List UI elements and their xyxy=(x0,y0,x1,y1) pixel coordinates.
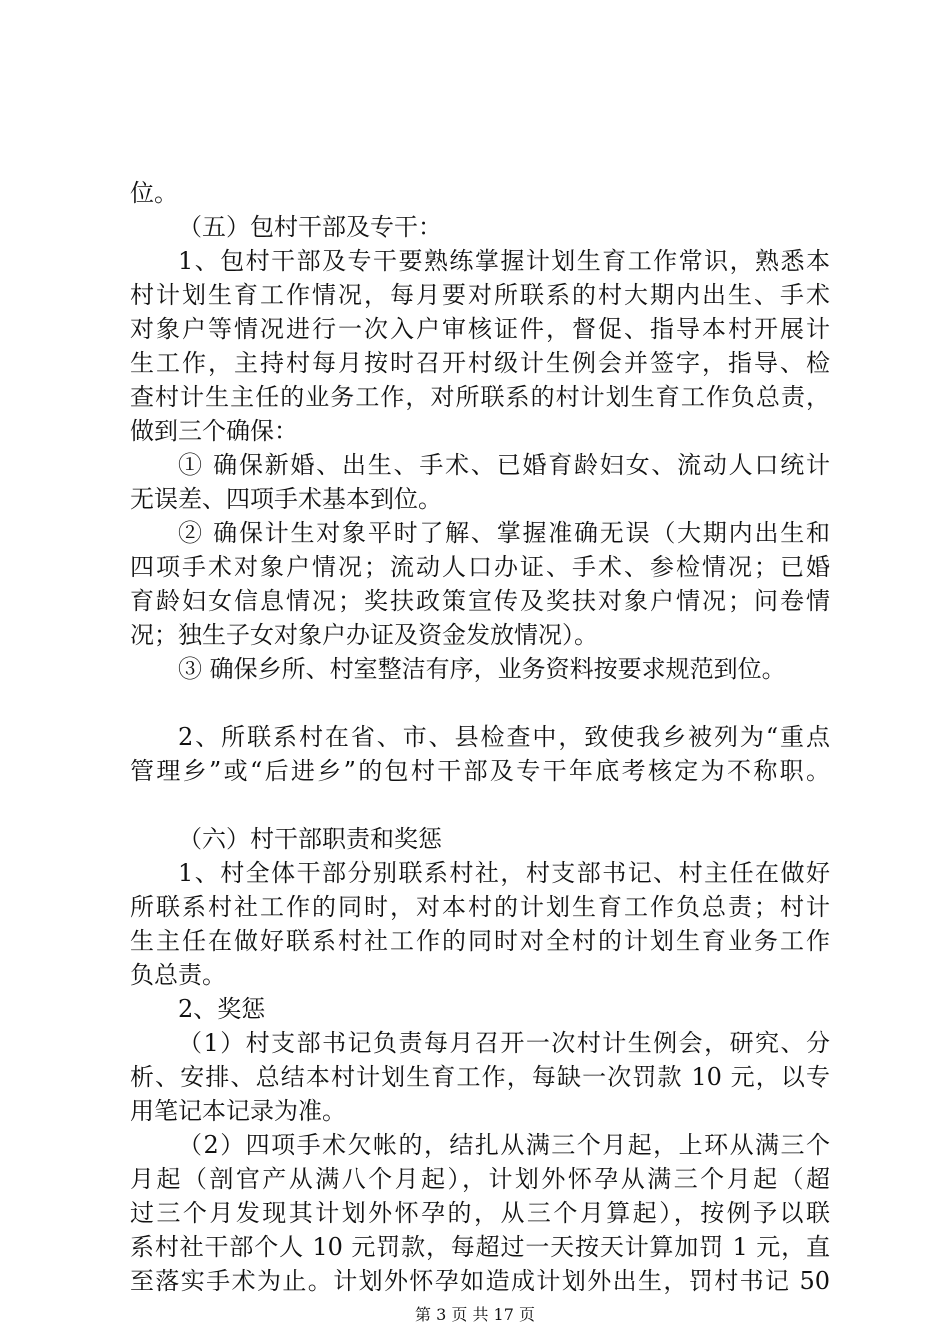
text-line-6: 生工作，主持村每月按时召开村级计生例会并签字，指导、检 xyxy=(130,349,830,377)
text-line-10: 无误差、四项手术基本到位。 xyxy=(130,485,442,513)
text-line-31: 至落实手术为止。计划外怀孕如造成计划外出生，罚村书记 50 xyxy=(130,1267,830,1295)
text-line-20: 所联系村社工作的同时，对本村的计划生育工作负总责；村计 xyxy=(130,893,830,921)
text-line-17: 管理乡”或“后进乡”的包村干部及专干年底考核定为不称职。 xyxy=(130,757,830,785)
text-line-9: ① 确保新婚、出生、手术、已婚育龄妇女、流动人口统计 xyxy=(178,451,830,479)
text-line-1: 位。 xyxy=(130,179,178,207)
text-line-21: 生主任在做好联系村社工作的同时对全村的计划生育业务工作 xyxy=(130,927,830,955)
text-line-23: 2、奖惩 xyxy=(178,995,266,1023)
text-line-15: ③ 确保乡所、村室整洁有序，业务资料按要求规范到位。 xyxy=(178,655,786,683)
text-line-24: （1）村支部书记负责每月召开一次村计生例会，研究、分 xyxy=(178,1029,830,1057)
text-line-13: 育龄妇女信息情况；奖扶政策宣传及奖扶对象户情况；问卷情 xyxy=(130,587,830,615)
text-line-7: 查村计生主任的业务工作，对所联系的村计划生育工作负总责， xyxy=(130,383,830,411)
section-heading-6: （六）村干部职责和奖惩 xyxy=(178,825,442,853)
text-line-11: ② 确保计生对象平时了解、掌握准确无误（大期内出生和 xyxy=(178,519,830,547)
text-line-25: 析、安排、总结本村计划生育工作，每缺一次罚款 10 元，以专 xyxy=(130,1063,830,1091)
section-heading-5: （五）包村干部及专干： xyxy=(178,213,442,241)
text-line-4: 村计划生育工作情况，每月要对所联系的村大期内出生、手术 xyxy=(130,281,830,309)
page-footer: 第 3 页 共 17 页 xyxy=(415,1305,535,1324)
text-line-14: 况；独生子女对象户办证及资金发放情况）。 xyxy=(130,621,598,649)
text-line-28: 月起（剖官产从满八个月起），计划外怀孕从满三个月起（超 xyxy=(130,1165,830,1193)
text-line-27: （2）四项手术欠帐的，结扎从满三个月起，上环从满三个 xyxy=(178,1131,830,1159)
text-line-5: 对象户等情况进行一次入户审核证件，督促、指导本村开展计 xyxy=(130,315,830,343)
text-line-16: 2、所联系村在省、市、县检查中，致使我乡被列为“重点 xyxy=(178,723,830,751)
text-line-30: 系村社干部个人 10 元罚款，每超过一天按天计算加罚 1 元，直 xyxy=(130,1233,830,1261)
text-line-12: 四项手术对象户情况；流动人口办证、手术、参检情况；已婚 xyxy=(130,553,830,581)
text-line-8: 做到三个确保： xyxy=(130,417,298,445)
text-line-3: 1、包村干部及专干要熟练掌握计划生育工作常识，熟悉本 xyxy=(178,247,830,275)
text-line-19: 1、村全体干部分别联系村社，村支部书记、村主任在做好 xyxy=(178,859,830,887)
text-line-29: 过三个月发现其计划外怀孕的，从三个月算起），按例予以联 xyxy=(130,1199,830,1227)
text-line-26: 用笔记本记录为准。 xyxy=(130,1097,346,1125)
text-line-22: 负总责。 xyxy=(130,961,226,989)
